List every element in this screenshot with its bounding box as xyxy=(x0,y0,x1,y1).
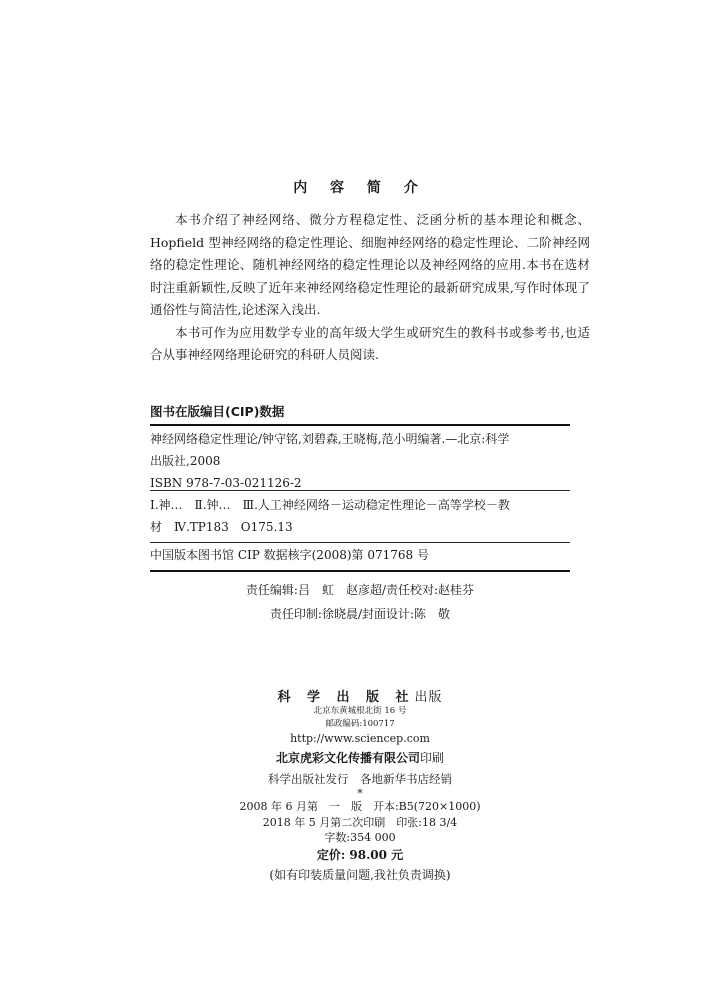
cip-bottom-rule xyxy=(150,570,570,572)
price: 定价: 98.00 元 xyxy=(316,847,404,862)
publisher-address: 北京东黄城根北街 16 号 xyxy=(313,706,407,716)
distribution-line: 科学出版社发行 各地新华书店经销 xyxy=(268,772,452,786)
separator-star: * xyxy=(357,787,363,800)
summary-body xyxy=(150,209,590,367)
cip-bibliographic-line-1: 神经网络稳定性理论/钟守铭,刘碧森,王晓梅,范小明编著.—北京:科学 xyxy=(150,432,510,446)
cip-classification-line-2: 材 Ⅳ.TP183 O175.13 xyxy=(150,520,293,534)
printing-line: 2018 年 5 月第二次印刷 印张:18 3/4 xyxy=(262,815,458,829)
publisher-suffix: 出版 xyxy=(414,690,443,705)
editor-credit: 责任编辑:吕 虹 赵彦超/责任校对:赵桂芬 xyxy=(245,583,475,597)
printing-credit: 责任印制:徐晓晨/封面设计:陈 敬 xyxy=(269,607,451,621)
cip-classification-line-1: Ⅰ.神… Ⅱ.钟… Ⅲ.人工神经网络－运动稳定性理论－高等学校－教 xyxy=(150,498,510,512)
cip-isbn: ISBN 978-7-03-021126-2 xyxy=(150,476,302,490)
cip-top-rule xyxy=(150,424,570,426)
imprint-block xyxy=(0,686,720,886)
cip-record-block xyxy=(150,428,570,494)
edition-line: 2008 年 6 月第 一 版 开本:B5(720×1000) xyxy=(239,800,481,813)
quality-notice: (如有印装质量问题,我社负责调换) xyxy=(269,867,451,882)
printer-line xyxy=(0,747,720,769)
cip-title: 图书在版编目(CIP)数据 xyxy=(150,404,285,419)
cip-bibliographic-line-2: 出版社,2008 xyxy=(150,454,221,468)
printer-suffix: 印刷 xyxy=(420,751,445,765)
printer-name: 北京虎彩文化传播有限公司 xyxy=(275,751,420,765)
publisher-line xyxy=(0,686,720,705)
summary-paragraph-2: 本书可作为应用数学专业的高年级大学生或研究生的教科书或参考书,也适合从事神经网络理论研究的科研人员阅读. xyxy=(150,324,590,362)
cip-record-number: 中国版本图书馆 CIP 数据核字(2008)第 071768 号 xyxy=(150,548,429,562)
cip-mid-rule-1 xyxy=(150,490,570,491)
publisher-postcode: 邮政编码:100717 xyxy=(325,719,395,729)
staff-credits xyxy=(0,578,720,626)
publisher-name: 科 学 出 版 社 xyxy=(277,690,415,705)
word-count: 字数:354 000 xyxy=(324,831,396,844)
cip-library-record xyxy=(150,544,570,566)
summary-heading: 内 容 简 介 xyxy=(293,180,427,196)
summary-paragraph-1: 本书介绍了神经网络、微分方程稳定性、泛函分析的基本理论和概念、Hopfield 型神经网络的稳定性理论、细胞神经网络的稳定性理论、二阶神经网络的稳定性理论、随机神经网络的稳定性理论以及神经网络的应用.本书在选材时注重新颖性,反映了近年来神经网络稳定性理论的最新研究成果,写作时体现了通俗性与简洁性,论述深入浅出. xyxy=(150,212,590,317)
cip-mid-rule-2 xyxy=(150,542,570,543)
publisher-url: http://www.sciencep.com xyxy=(290,732,430,745)
cip-classification-block xyxy=(150,494,570,538)
